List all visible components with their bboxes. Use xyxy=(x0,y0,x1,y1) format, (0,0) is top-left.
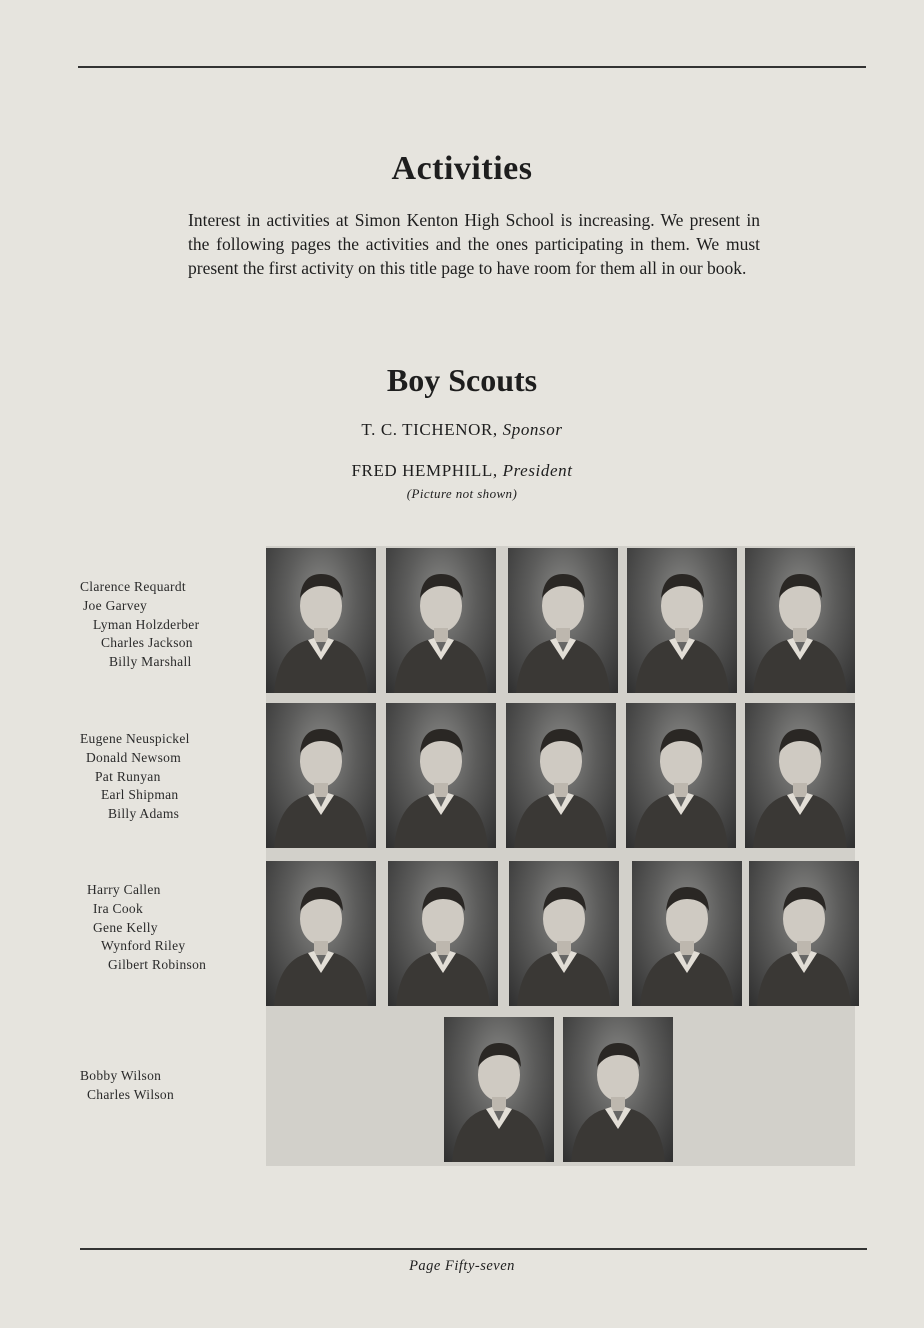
student-photo xyxy=(563,1017,673,1162)
student-photo xyxy=(266,861,376,1006)
names-row-4 xyxy=(80,1067,174,1105)
member-name: Billy Adams xyxy=(108,806,180,822)
student-photo xyxy=(386,703,496,848)
top-rule xyxy=(78,66,866,68)
student-photo xyxy=(386,548,496,693)
activities-intro: Interest in activities at Simon Kenton High School is increasing. We present in the following pages the activities and the ones participating in them. We must present the first activity on this title page to have room for them all in our book. xyxy=(188,210,760,278)
member-name: Joe Garvey xyxy=(83,597,148,613)
student-photo xyxy=(745,548,855,693)
member-name: Pat Runyan xyxy=(95,768,161,784)
president-line xyxy=(0,461,924,481)
member-name: Donald Newsom xyxy=(86,749,182,765)
names-row-2 xyxy=(80,730,190,824)
member-name: Bobby Wilson xyxy=(80,1068,162,1083)
member-name: Billy Marshall xyxy=(109,654,192,670)
student-photo xyxy=(388,861,498,1006)
member-name: Wynford Riley xyxy=(101,938,186,954)
student-photo xyxy=(444,1017,554,1162)
bottom-rule xyxy=(80,1248,867,1250)
boy-scouts-title: Boy Scouts xyxy=(386,362,538,398)
member-name: Harry Callen xyxy=(87,882,161,897)
activities-title: Activities xyxy=(391,150,533,187)
student-photo xyxy=(745,703,855,848)
president-role: President xyxy=(502,461,573,480)
student-photo xyxy=(266,703,376,848)
student-photo xyxy=(266,548,376,693)
president-note: (Picture not shown) xyxy=(406,486,518,501)
student-photo xyxy=(506,703,616,848)
member-name: Charles Jackson xyxy=(101,635,193,651)
member-name: Charles Wilson xyxy=(87,1086,175,1102)
student-photo xyxy=(632,861,742,1006)
member-name: Ira Cook xyxy=(93,900,144,916)
student-photo xyxy=(508,548,618,693)
member-name: Clarence Requardt xyxy=(80,579,186,594)
member-name: Gilbert Robinson xyxy=(108,957,207,973)
member-name: Eugene Neuspickel xyxy=(80,731,190,746)
president-name: FRED HEMPHILL, xyxy=(351,461,498,480)
member-name: Earl Shipman xyxy=(101,787,179,803)
names-row-3 xyxy=(80,881,206,975)
sponsor-name: T. C. TICHENOR, xyxy=(361,420,498,439)
student-photo xyxy=(509,861,619,1006)
member-name: Gene Kelly xyxy=(93,919,158,935)
student-photo xyxy=(626,703,736,848)
sponsor-line xyxy=(0,420,924,440)
sponsor-role: Sponsor xyxy=(502,420,563,439)
names-row-1 xyxy=(80,578,199,672)
page-number: Page Fifty-seven xyxy=(409,1258,515,1274)
member-name: Lyman Holzderber xyxy=(93,616,200,632)
student-photo xyxy=(627,548,737,693)
student-photo xyxy=(749,861,859,1006)
